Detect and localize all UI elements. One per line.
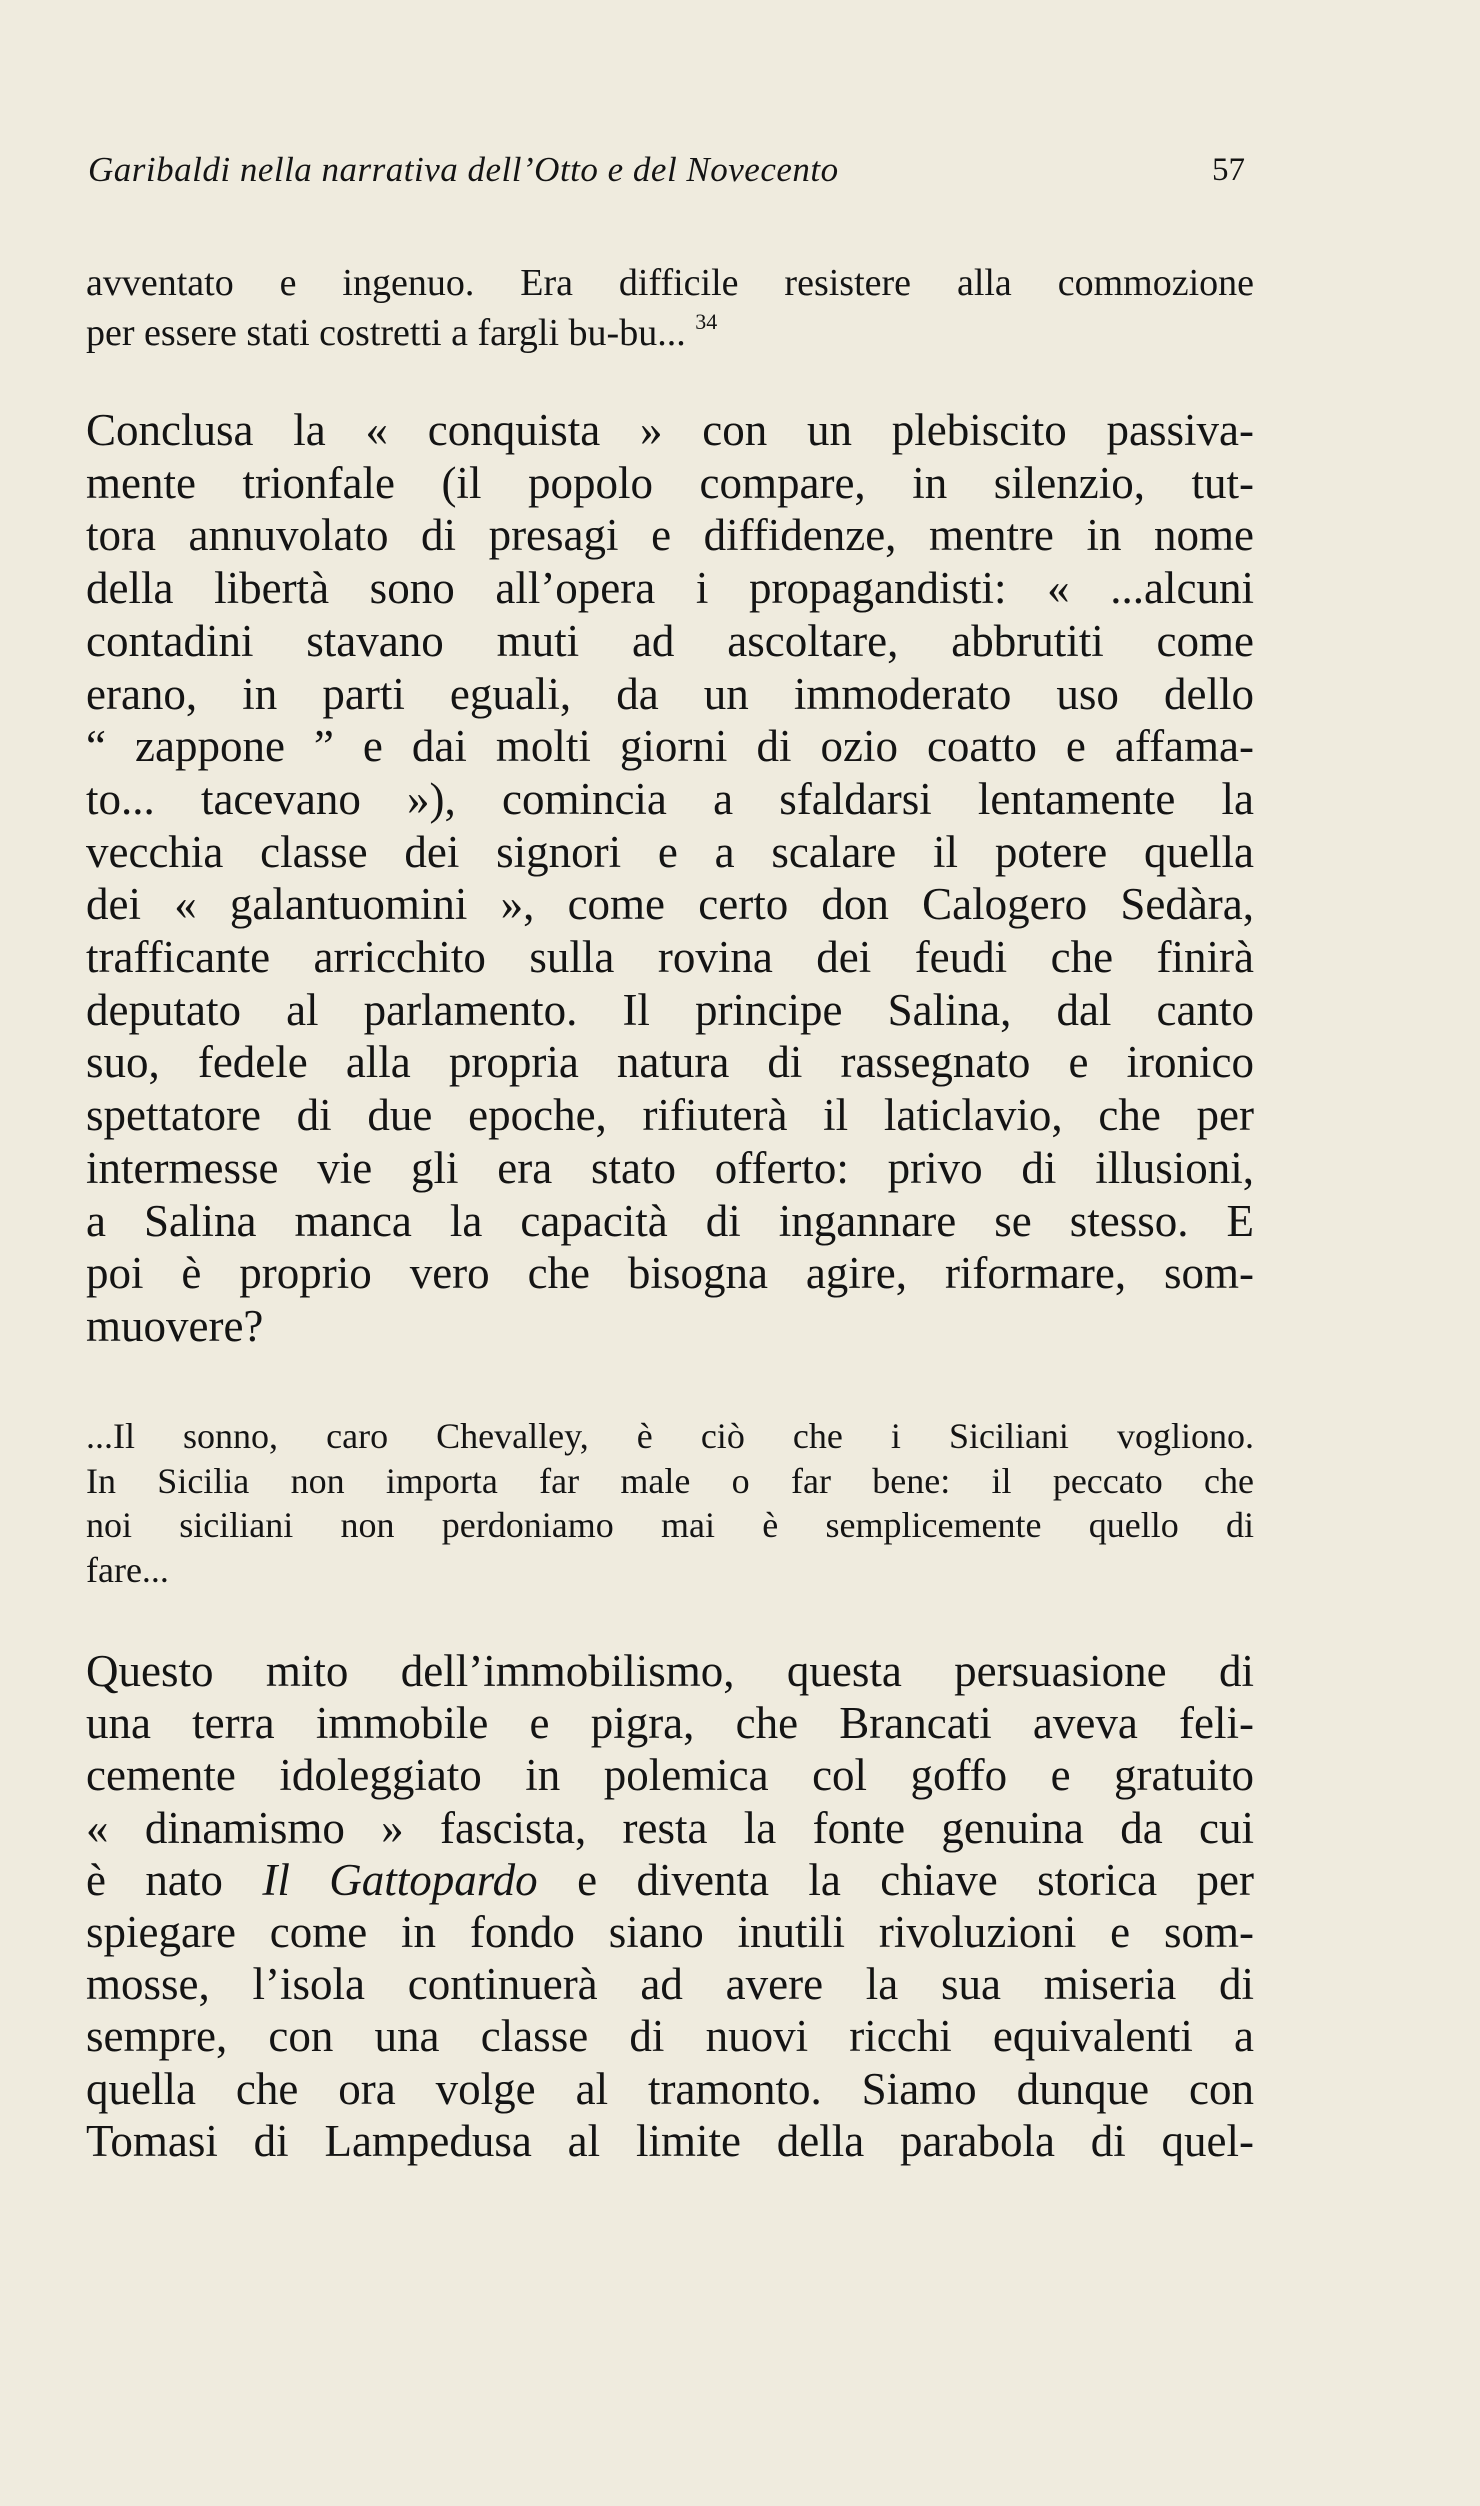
text-line: cemente idoleggiato in polemica col goffo e gratuito <box>86 1750 1254 1801</box>
text-line: sempre, con una classe di nuovi ricchi equivalenti a <box>86 2011 1254 2062</box>
text-line: vecchia classe dei signori e a scalare il potere quella <box>86 826 1254 877</box>
text-line: Conclusa la « conquista » con un plebiscito passiva- <box>86 405 1254 455</box>
text-fragment: e diventa la chiave storica per <box>577 1854 1255 1905</box>
footnote-reference: 34 <box>695 309 718 334</box>
text-line: una terra immobile e pigra, che Brancati aveva feli- <box>86 1698 1254 1749</box>
text-line: contadini stavano muti ad ascoltare, abbrutiti come <box>86 615 1254 666</box>
text-line: muovere? <box>86 1300 264 1351</box>
text-line: della libertà sono all’opera i propagandisti: « ...alcuni <box>86 563 1254 614</box>
page-number: 57 <box>1212 152 1245 188</box>
text-line: quella che ora volge al tramonto. Siamo dunque con <box>86 2063 1254 2114</box>
text-line: to... tacevano »), comincia a sfaldarsi lentamente la <box>86 773 1254 824</box>
block-quotation <box>86 1414 1254 1592</box>
text-line: intermesse vie gli era stato offerto: privo di illusioni, <box>86 1142 1254 1193</box>
text-line: Tomasi di Lampedusa al limite della parabola di quel- <box>86 2115 1254 2166</box>
text-line: noi siciliani non perdoniamo mai è semplicemente quello di <box>86 1505 1254 1545</box>
text-line: dei « galantuomini », come certo don Calogero Sedàra, <box>86 879 1254 930</box>
paragraph-1 <box>86 404 1254 1353</box>
text-line-body: per essere stati costretti a fargli bu-bu... <box>86 312 686 354</box>
text-line: In Sicilia non importa far male o far bene: il peccato che <box>86 1460 1254 1501</box>
text-line: avventato e ingenuo. Era difficile resistere alla commozione <box>86 262 1254 304</box>
text-line: poi è proprio vero che bisogna agire, riformare, som- <box>86 1248 1254 1299</box>
text-line <box>86 308 1254 358</box>
opening-quote <box>86 258 1254 358</box>
paragraph-2 <box>86 1645 1254 2167</box>
text-line: « dinamismo » fascista, resta la fonte genuina da cui <box>86 1802 1254 1853</box>
text-fragment: è nato <box>86 1854 223 1905</box>
text-line <box>86 1854 1254 1906</box>
text-line: mosse, l’isola continuerà ad avere la sua miseria di <box>86 1959 1254 2010</box>
text-line: tora annuvolato di presagi e diffidenze, mentre in nome <box>86 510 1254 561</box>
running-title: Garibaldi nella narrativa dell’Otto e del Novecento <box>88 150 839 189</box>
text-line: trafficante arricchito sulla rovina dei feudi che finirà <box>86 932 1254 983</box>
text-line: a Salina manca la capacità di ingannare se stesso. E <box>86 1195 1254 1246</box>
text-line: deputato al parlamento. Il principe Salina, dal canto <box>86 984 1254 1035</box>
text-line: erano, in parti eguali, da un immoderato uso dello <box>86 668 1254 719</box>
text-line: “ zappone ” e dai molti giorni di ozio coatto e affama- <box>86 721 1254 772</box>
text-line: spettatore di due epoche, rifiuterà il laticlavio, che per <box>86 1090 1254 1141</box>
text-line: Questo mito dell’immobilismo, questa persuasione di <box>86 1646 1254 1696</box>
text-line: fare... <box>86 1549 169 1590</box>
text-line: suo, fedele alla propria natura di rassegnato e ironico <box>86 1037 1254 1088</box>
book-title: Il Gattopardo <box>262 1854 538 1905</box>
text-line: ...Il sonno, caro Chevalley, è ciò che i Siciliani vogliono. <box>86 1416 1254 1456</box>
text-line: mente trionfale (il popolo compare, in silenzio, tut- <box>86 457 1254 508</box>
text-line: spiegare come in fondo siano inutili rivoluzioni e som- <box>86 1907 1254 1958</box>
